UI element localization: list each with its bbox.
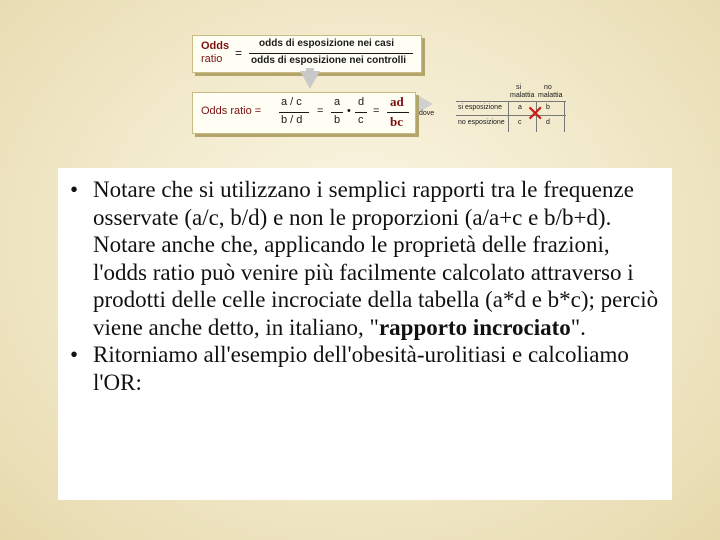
- fraction-bar: [249, 53, 413, 54]
- col2-header-line1: no: [544, 84, 552, 91]
- fraction3-denominator: c: [358, 114, 364, 126]
- cell-a: a: [518, 104, 522, 111]
- multiply-sign: •: [347, 105, 351, 117]
- bullet-1-bold: rapporto incrociato: [378, 314, 571, 340]
- bullet-list: [58, 176, 672, 396]
- odds-ratio-formula-box: [192, 92, 416, 134]
- fraction1-denominator: b / d: [281, 114, 303, 126]
- numerator-text: odds di esposizione nei casi: [259, 38, 395, 49]
- col1-header-line1: si: [516, 84, 522, 91]
- bullet-1-text-end: ".: [570, 314, 586, 340]
- cell-c: c: [518, 119, 522, 126]
- fraction3-numerator: d: [358, 96, 365, 108]
- contingency-table: [456, 84, 566, 132]
- fraction1-bar: [279, 112, 309, 113]
- dove-label: dove: [419, 110, 435, 117]
- fraction2-denominator: b: [334, 114, 341, 126]
- ratio-label: ratio: [201, 53, 223, 65]
- equals-sign-3: =: [373, 105, 380, 117]
- cell-d: d: [546, 119, 550, 126]
- bullet-item-1: [58, 176, 672, 341]
- table-line-v3: [564, 101, 565, 132]
- bullet-2-text: Ritorniamo all'esempio dell'obesità-urolitiasi e calcoliamo l'OR:: [93, 342, 629, 395]
- arrow-down-icon: [300, 71, 320, 89]
- fraction1-numerator: a / c: [281, 96, 302, 108]
- equals-sign: =: [235, 46, 243, 60]
- fraction4-denominator: bc: [390, 114, 403, 129]
- bullet-icon: •: [70, 177, 79, 202]
- table-line-top: [456, 101, 566, 102]
- col1-header-line2: malattia: [510, 92, 535, 99]
- bullet-icon: •: [70, 342, 79, 367]
- cell-b: b: [546, 104, 550, 111]
- fraction2-numerator: a: [334, 96, 341, 108]
- cross-multiply-icon: ✕: [526, 102, 545, 127]
- equals-sign-2: =: [317, 105, 324, 117]
- denominator-text: odds di esposizione nei controlli: [251, 55, 407, 66]
- row1-label: si esposizione: [458, 104, 502, 111]
- fraction2-bar: [331, 112, 343, 113]
- col2-header-line2: malattia: [538, 92, 563, 99]
- slide-text-panel: [58, 168, 672, 500]
- fraction4-numerator: ad: [390, 94, 404, 109]
- bullet-1-text: Notare che si utilizzano i semplici rapporti tra le frequenze osservate (a/c, b/d) e non le proporzioni (a/a+c e b/b+d). Notare anche che, applicando le proprietà delle frazioni, l'odds ratio può venire più facilmente calcolato attraverso i prodotti delle celle incrociate della tabella (a*d e b*c); perciò viene anche detto, in italiano, ": [93, 177, 659, 340]
- table-line-middle: [456, 115, 566, 116]
- bullet-item-2: [58, 341, 672, 396]
- fraction4-bar: [387, 112, 409, 113]
- fraction3-bar: [355, 112, 367, 113]
- odds-ratio-label: Odds ratio =: [201, 105, 262, 117]
- row2-label: no esposizione: [458, 119, 505, 126]
- odds-label: Odds: [201, 40, 230, 52]
- table-line-v1: [508, 101, 509, 132]
